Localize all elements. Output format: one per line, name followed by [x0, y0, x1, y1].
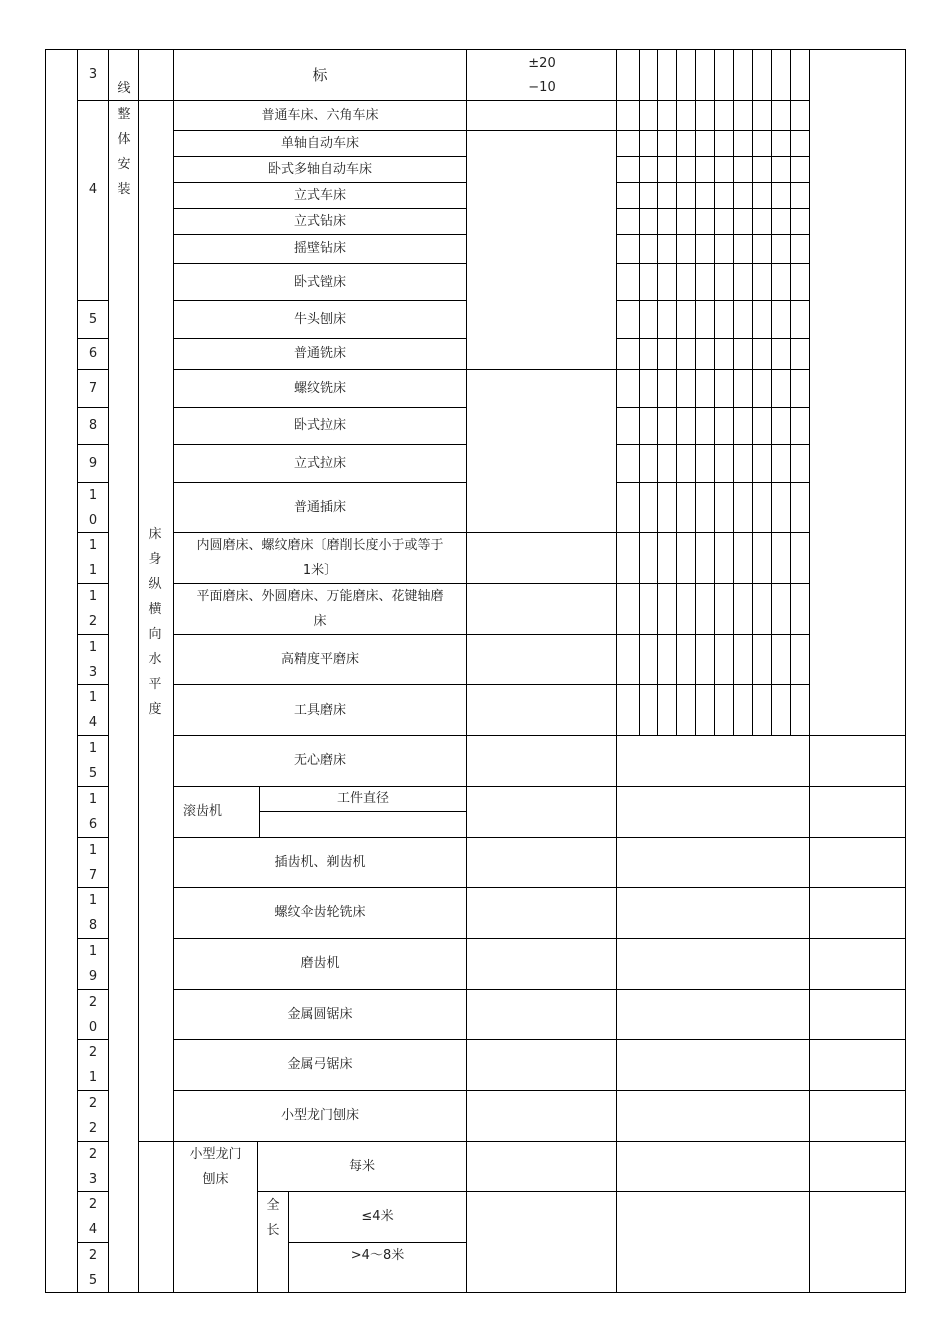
- hline-grid: [616, 444, 810, 445]
- hline-tol: [466, 989, 617, 990]
- row-no-23: 2 3: [88, 1147, 98, 1187]
- row-no-3: 3: [88, 67, 98, 82]
- hline-item: [173, 482, 467, 483]
- hline-item: [173, 407, 467, 408]
- hline-row: [77, 369, 109, 370]
- vline-grid: [771, 49, 772, 735]
- row-no-17: 1 7: [88, 843, 98, 883]
- vline-grid: [790, 49, 791, 735]
- hline-grid: [616, 182, 810, 183]
- hline-tol: [466, 583, 617, 584]
- biao-label: 标: [312, 66, 328, 84]
- border-right: [905, 49, 906, 1293]
- row-no-19: 1 9: [88, 944, 98, 984]
- row-no-15: 1 5: [88, 741, 98, 781]
- hline-item: [173, 338, 467, 339]
- hline-tol: [466, 1039, 617, 1040]
- hline-grid: [616, 234, 810, 235]
- vline-grid: [639, 49, 640, 735]
- vline-grid: [657, 49, 658, 735]
- hline-wide: [616, 1191, 906, 1192]
- hline-item: [173, 263, 467, 264]
- item-17: 插齿机、剃齿机: [274, 855, 366, 870]
- vline-grid: [752, 49, 753, 735]
- hline-item: [173, 1039, 467, 1040]
- item-14: 工具磨床: [293, 703, 346, 718]
- vline-tol-right: [616, 49, 617, 1293]
- item-21: 金属弓锯床: [287, 1057, 353, 1072]
- row-no-9: 9: [88, 456, 98, 471]
- hline-tol: [466, 887, 617, 888]
- item-7: 螺纹铣床: [293, 381, 346, 396]
- item-4-7: 卧式镗床: [293, 275, 346, 290]
- hline-grid: [616, 634, 810, 635]
- hline-tol: [466, 786, 617, 787]
- hline-grid: [616, 263, 810, 264]
- item-4-6: 摇壁钻床: [293, 241, 346, 256]
- row-no-4: 4: [88, 182, 98, 197]
- hline-item: [173, 300, 467, 301]
- hline-row: [77, 300, 109, 301]
- row-no-24: 2 4: [88, 1197, 98, 1237]
- hline-grid: [616, 407, 810, 408]
- hline-tol: [466, 130, 617, 131]
- row-no-14: 1 4: [88, 690, 98, 730]
- row-no-25: 2 5: [88, 1248, 98, 1288]
- hline-grid: [616, 156, 810, 157]
- hline-row: [77, 444, 109, 445]
- row-no-10: 1 0: [88, 488, 98, 528]
- item-8: 卧式拉床: [293, 418, 346, 433]
- row-no-16: 1 6: [88, 792, 98, 832]
- vline-grid: [695, 49, 696, 735]
- item-24-sub: ≤4米: [361, 1209, 394, 1224]
- item-6: 普通铣床: [293, 346, 346, 361]
- hline-grid: [616, 208, 810, 209]
- item-16: 滚齿机: [183, 804, 223, 819]
- item-9: 立式拉床: [293, 456, 346, 471]
- hline-wide: [616, 786, 906, 787]
- hline-wide: [616, 735, 906, 736]
- hline-tol: [466, 1090, 617, 1091]
- hline-tol: [466, 735, 617, 736]
- hline-grid: [616, 532, 810, 533]
- hline-tol: [466, 369, 617, 370]
- item-22: 小型龙门刨床: [280, 1108, 359, 1123]
- border-left: [45, 49, 46, 1293]
- item-15: 无心磨床: [293, 753, 346, 768]
- vline-grid: [714, 49, 715, 735]
- border-top: [45, 49, 906, 50]
- hline-sec: [138, 1141, 174, 1142]
- hline-wide: [616, 1090, 906, 1091]
- vline-no-right: [108, 49, 109, 1293]
- hline-tol: [466, 684, 617, 685]
- hline-grid: [616, 369, 810, 370]
- row-no-7: 7: [88, 381, 98, 396]
- hline-grid: [616, 338, 810, 339]
- item-20: 金属圆锯床: [287, 1007, 353, 1022]
- hline-item: [173, 887, 467, 888]
- hline-tol: [466, 1141, 617, 1142]
- hline-tol: [466, 1191, 617, 1192]
- hline-grid: [616, 684, 810, 685]
- hline-row: [77, 338, 109, 339]
- item-4-1: 普通车床、六角车床: [261, 108, 379, 123]
- hline-tol: [466, 837, 617, 838]
- hline-item: [173, 735, 467, 736]
- item-16-sub: 工件直径: [336, 791, 389, 806]
- section-xian: 线: [117, 81, 131, 96]
- row-no-11: 1 1: [88, 538, 98, 578]
- hline-grid: [616, 300, 810, 301]
- hline-wide: [616, 837, 906, 838]
- row-no-13: 1 3: [88, 640, 98, 680]
- border-bottom: [45, 1292, 906, 1293]
- row-no-22: 2 2: [88, 1096, 98, 1136]
- tolerance-minus: −10: [528, 80, 556, 95]
- hline-wide: [616, 989, 906, 990]
- vline-item-right: [466, 49, 467, 1293]
- item-4-3: 卧式多轴自动车床: [267, 162, 372, 177]
- hline-grid: [616, 482, 810, 483]
- hline-item: [173, 369, 467, 370]
- hline-wide: [616, 938, 906, 939]
- section-chuangshen: 床 身 纵 横 向 水 平 度: [148, 527, 162, 717]
- vline-grid: [676, 49, 677, 735]
- hline-item: [173, 837, 467, 838]
- hline-tol: [466, 532, 617, 533]
- section-zhengti-anzhuang: 整 体 安 装: [117, 107, 131, 197]
- hline-tol: [466, 938, 617, 939]
- item-12: 平面磨床、外圆磨床、万能磨床、花键轴磨 床: [196, 589, 444, 629]
- vline-grid: [733, 49, 734, 735]
- tolerance-plus: ±20: [528, 56, 556, 71]
- hline-grid: [616, 583, 810, 584]
- hline-tol: [466, 634, 617, 635]
- item-23-sub: 每米: [348, 1159, 375, 1174]
- hline-row: [77, 100, 810, 101]
- hline-item: [173, 234, 467, 235]
- hline-wide: [616, 1141, 906, 1142]
- hline-item: [173, 938, 467, 939]
- hline-row: [77, 407, 109, 408]
- item-18: 螺纹伞齿轮铣床: [274, 905, 366, 920]
- item-25-sub: >4～8米: [350, 1248, 405, 1263]
- hline-item: [173, 444, 467, 445]
- hline-grid: [616, 130, 810, 131]
- row-no-8: 8: [88, 418, 98, 433]
- hline-wide: [616, 887, 906, 888]
- row-no-6: 6: [88, 346, 98, 361]
- item-13: 高精度平磨床: [280, 652, 359, 667]
- item-4-4: 立式车床: [293, 188, 346, 203]
- item-4-5: 立式钻床: [293, 214, 346, 229]
- hline-item: [173, 989, 467, 990]
- hline-wide: [616, 1039, 906, 1040]
- row-no-5: 5: [88, 312, 98, 327]
- item-24-group: 全 长: [266, 1198, 280, 1238]
- row-no-20: 2 0: [88, 995, 98, 1035]
- item-10: 普通插床: [293, 500, 346, 515]
- row-no-12: 1 2: [88, 589, 98, 629]
- item-23: 小型龙门 刨床: [189, 1147, 242, 1187]
- item-11: 内圆磨床、螺纹磨床〔磨削长度小于或等于 1米〕: [196, 538, 444, 578]
- hline-item: [173, 1090, 467, 1091]
- item-4-2: 单轴自动车床: [280, 136, 359, 151]
- hline-item: [259, 811, 467, 812]
- hline-item: [173, 634, 467, 635]
- vline-last: [809, 49, 810, 1293]
- hline-item: [173, 684, 467, 685]
- item-5: 牛头刨床: [293, 312, 346, 327]
- vline-sec-right: [138, 49, 139, 1293]
- row-no-18: 1 8: [88, 893, 98, 933]
- item-19: 磨齿机: [300, 956, 340, 971]
- row-no-21: 2 1: [88, 1045, 98, 1085]
